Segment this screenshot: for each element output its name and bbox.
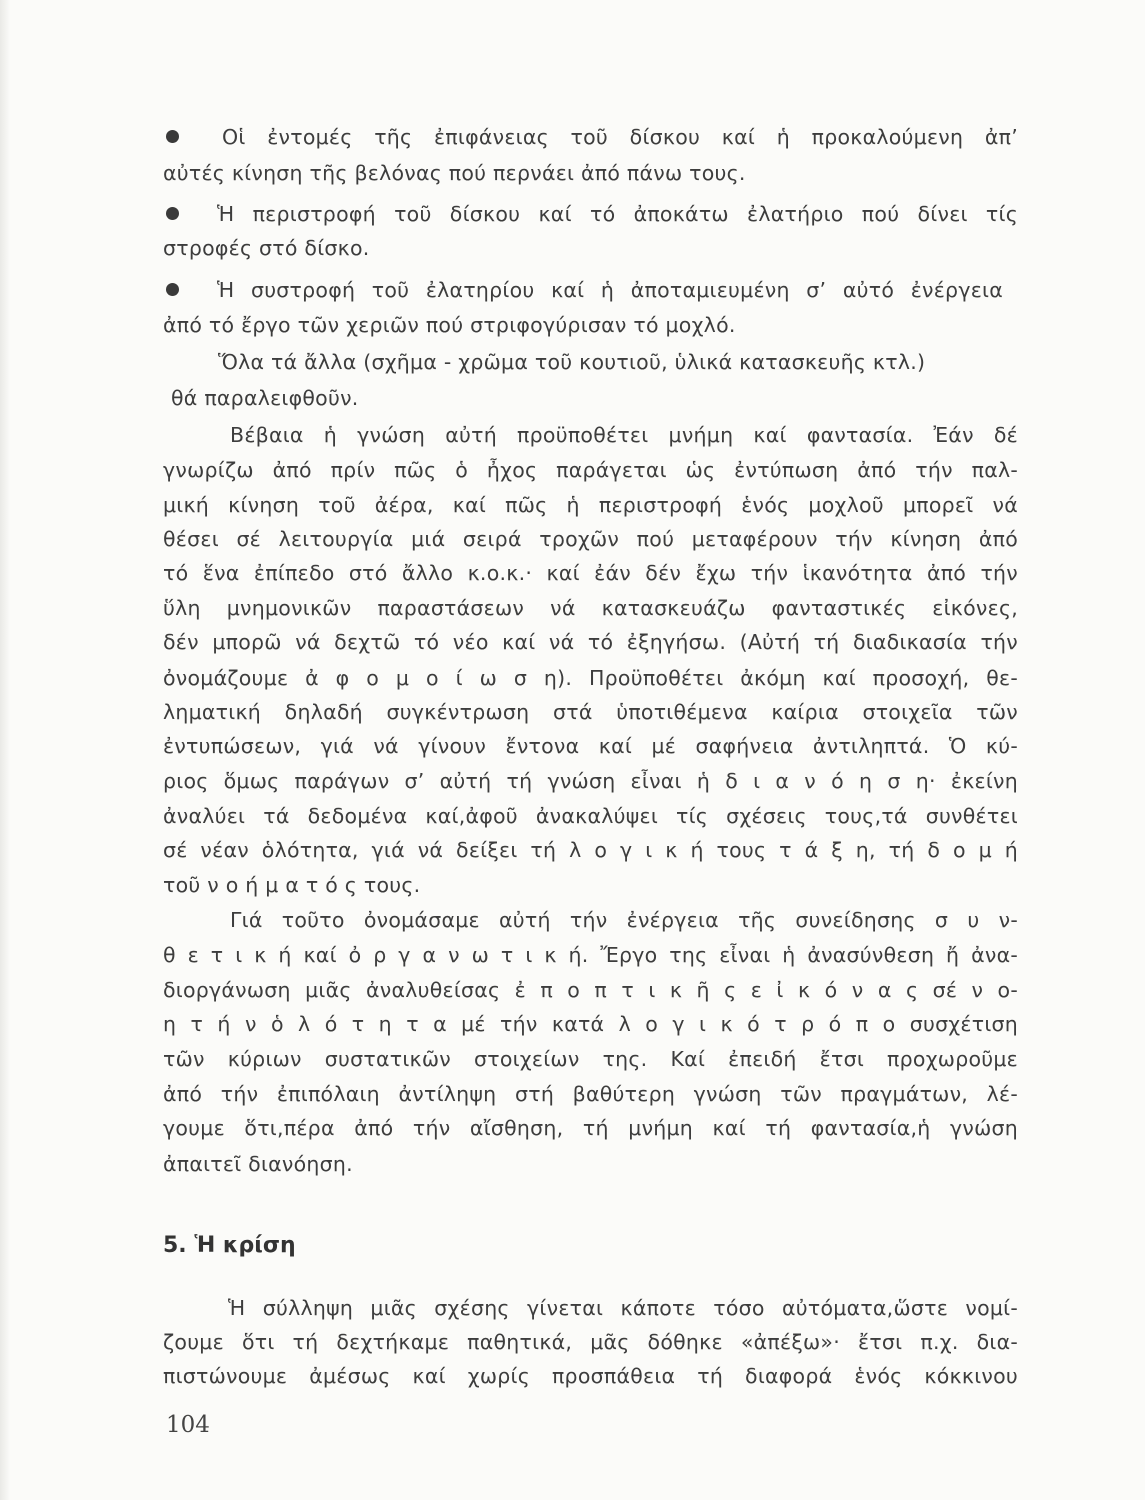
text-line: ἀπαιτεῖ διανόηση.: [163, 1152, 353, 1176]
text-line: τοῦ ν ο ή μ α τ ό ς τους.: [163, 873, 421, 897]
text-line: ἐντυπώσεων, γιά νά γίνουν ἔντονα καί μέ σαφήνεια ἀντιληπτά. Ὁ κύ-: [163, 734, 1018, 758]
text-line: διοργάνωση μιᾶς ἀναλυθείσας ἐ π ο π τ ι κ ῆ ς ε ἰ κ ό ν α ς σέ ν ο-: [163, 978, 1018, 1002]
text-line: ἀναλύει τά δεδομένα καί,ἀφοῦ ἀνακαλύψει τίς σχέσεις τους,τά συνθέτει: [163, 804, 1018, 828]
bullet-3: [166, 283, 179, 296]
text-line: Ὅλα τά ἄλλα (σχῆμα - χρῶμα τοῦ κουτιοῦ, ὑλικά κατασκευῆς κτλ.): [218, 350, 926, 374]
text-line: ὕλη μνημονικῶν παραστάσεων νά κατασκευάζω φανταστικές εἰκόνες,: [163, 596, 1018, 620]
text-line: Βέβαια ἡ γνώση αὐτή προϋποθέτει μνήμη καί φαντασία. Ἐάν δέ: [230, 423, 1018, 447]
text-line: δέν μπορῶ νά δεχτῶ τό νέο καί νά τό ἐξηγήσω. (Αὐτή τή διαδικασία τήν: [163, 630, 1018, 654]
text-line: ὀνομάζουμε ἀ φ ο μ ο ί ω σ η). Προϋποθέτει ἀκόμη καί προσοχή, θε-: [163, 666, 1018, 690]
text-line: γουμε ὅτι,πέρα ἀπό τήν αἴσθηση, τή μνήμη καί τή φαντασία,ἡ γνώση: [163, 1116, 1018, 1140]
text-line: στροφές στό δίσκο.: [163, 236, 370, 260]
text-line: Γιά τοῦτο ὀνομάσαμε αὐτή τήν ἐνέργεια τῆς συνείδησης σ υ ν-: [230, 908, 1018, 932]
text-line: τῶν κύριων συστατικῶν στοιχείων της. Καί ἐπειδή ἔτσι προχωροῦμε: [163, 1047, 1018, 1071]
section-heading: 5. Ἡ κρίση: [163, 1233, 296, 1258]
text-line: αὐτές κίνηση τῆς βελόνας πού περνάει ἀπό πάνω τους.: [163, 161, 746, 185]
text-line: τό ἕνα ἐπίπεδο στό ἄλλο κ.ο.κ.· καί ἐάν δέν ἔχω τήν ἱκανότητα ἀπό τήν: [163, 561, 1018, 585]
text-line: θά παραλειφθοῦν.: [171, 386, 359, 410]
text-line: γνωρίζω ἀπό πρίν πῶς ὁ ἦχος παράγεται ὡς ἐντύπωση ἀπό τήν παλ-: [163, 458, 1018, 482]
text-line: ζουμε ὅτι τή δεχτήκαμε παθητικά, μᾶς δόθηκε «ἀπέξω»· ἔτσι π.χ. δια-: [163, 1330, 1018, 1354]
page-edge-shadow: [0, 0, 10, 1500]
text-line: ἀπό τό ἔργο τῶν χεριῶν πού στριφογύρισαν τό μοχλό.: [163, 313, 736, 337]
bullet-2: [166, 207, 179, 220]
text-line: θ ε τ ι κ ή καί ὀ ρ γ α ν ω τ ι κ ή. Ἔργο της εἶναι ἡ ἀνασύνθεση ἤ ἀνα-: [163, 943, 1018, 967]
text-line: ληματική δηλαδή συγκέντρωση στά ὑποτιθέμενα καίρια στοιχεῖα τῶν: [163, 700, 1018, 724]
text-line: Ἡ σύλληψη μιᾶς σχέσης γίνεται κάποτε τόσο αὐτόματα,ὥστε νομί-: [228, 1296, 1018, 1320]
page-number: 104: [166, 1412, 210, 1438]
text-line: Ἡ περιστροφή τοῦ δίσκου καί τό ἀποκάτω ἐλατήριο πού δίνει τίς: [217, 202, 1018, 226]
text-line: η τ ή ν ὁ λ ό τ η τ α μέ τήν κατά λ ο γ ι κ ό τ ρ ό π ο συσχέτιση: [163, 1012, 1018, 1036]
text-line: ἀπό τήν ἐπιπόλαιη ἀντίληψη στή βαθύτερη γνώση τῶν πραγμάτων, λέ-: [163, 1082, 1018, 1106]
text-line: ριος ὅμως παράγων σ’ αὐτή τή γνώση εἶναι ἡ δ ι α ν ό η σ η· ἐκείνη: [163, 769, 1018, 793]
text-line: Οἱ ἐντομές τῆς ἐπιφάνειας τοῦ δίσκου καί ἡ προκαλούμενη ἀπ’: [222, 125, 1018, 149]
text-line: πιστώνουμε ἀμέσως καί χωρίς προσπάθεια τή διαφορά ἑνός κόκκινου: [163, 1364, 1018, 1388]
text-line: Ἡ συστροφή τοῦ ἐλατηρίου καί ἡ ἀποταμιευμένη σ’ αὐτό ἐνέργεια: [217, 278, 1003, 302]
text-line: σέ νέαν ὁλότητα, γιά νά δείξει τή λ ο γ ι κ ή τους τ ά ξ η, τή δ ο μ ή: [163, 838, 1018, 862]
bullet-1: [166, 130, 179, 143]
text-line: θέσει σέ λειτουργία μιά σειρά τροχῶν πού μεταφέρουν τήν κίνηση ἀπό: [163, 527, 1018, 551]
text-line: μική κίνηση τοῦ ἀέρα, καί πῶς ἡ περιστροφή ἑνός μοχλοῦ μπορεῖ νά: [163, 493, 1018, 517]
